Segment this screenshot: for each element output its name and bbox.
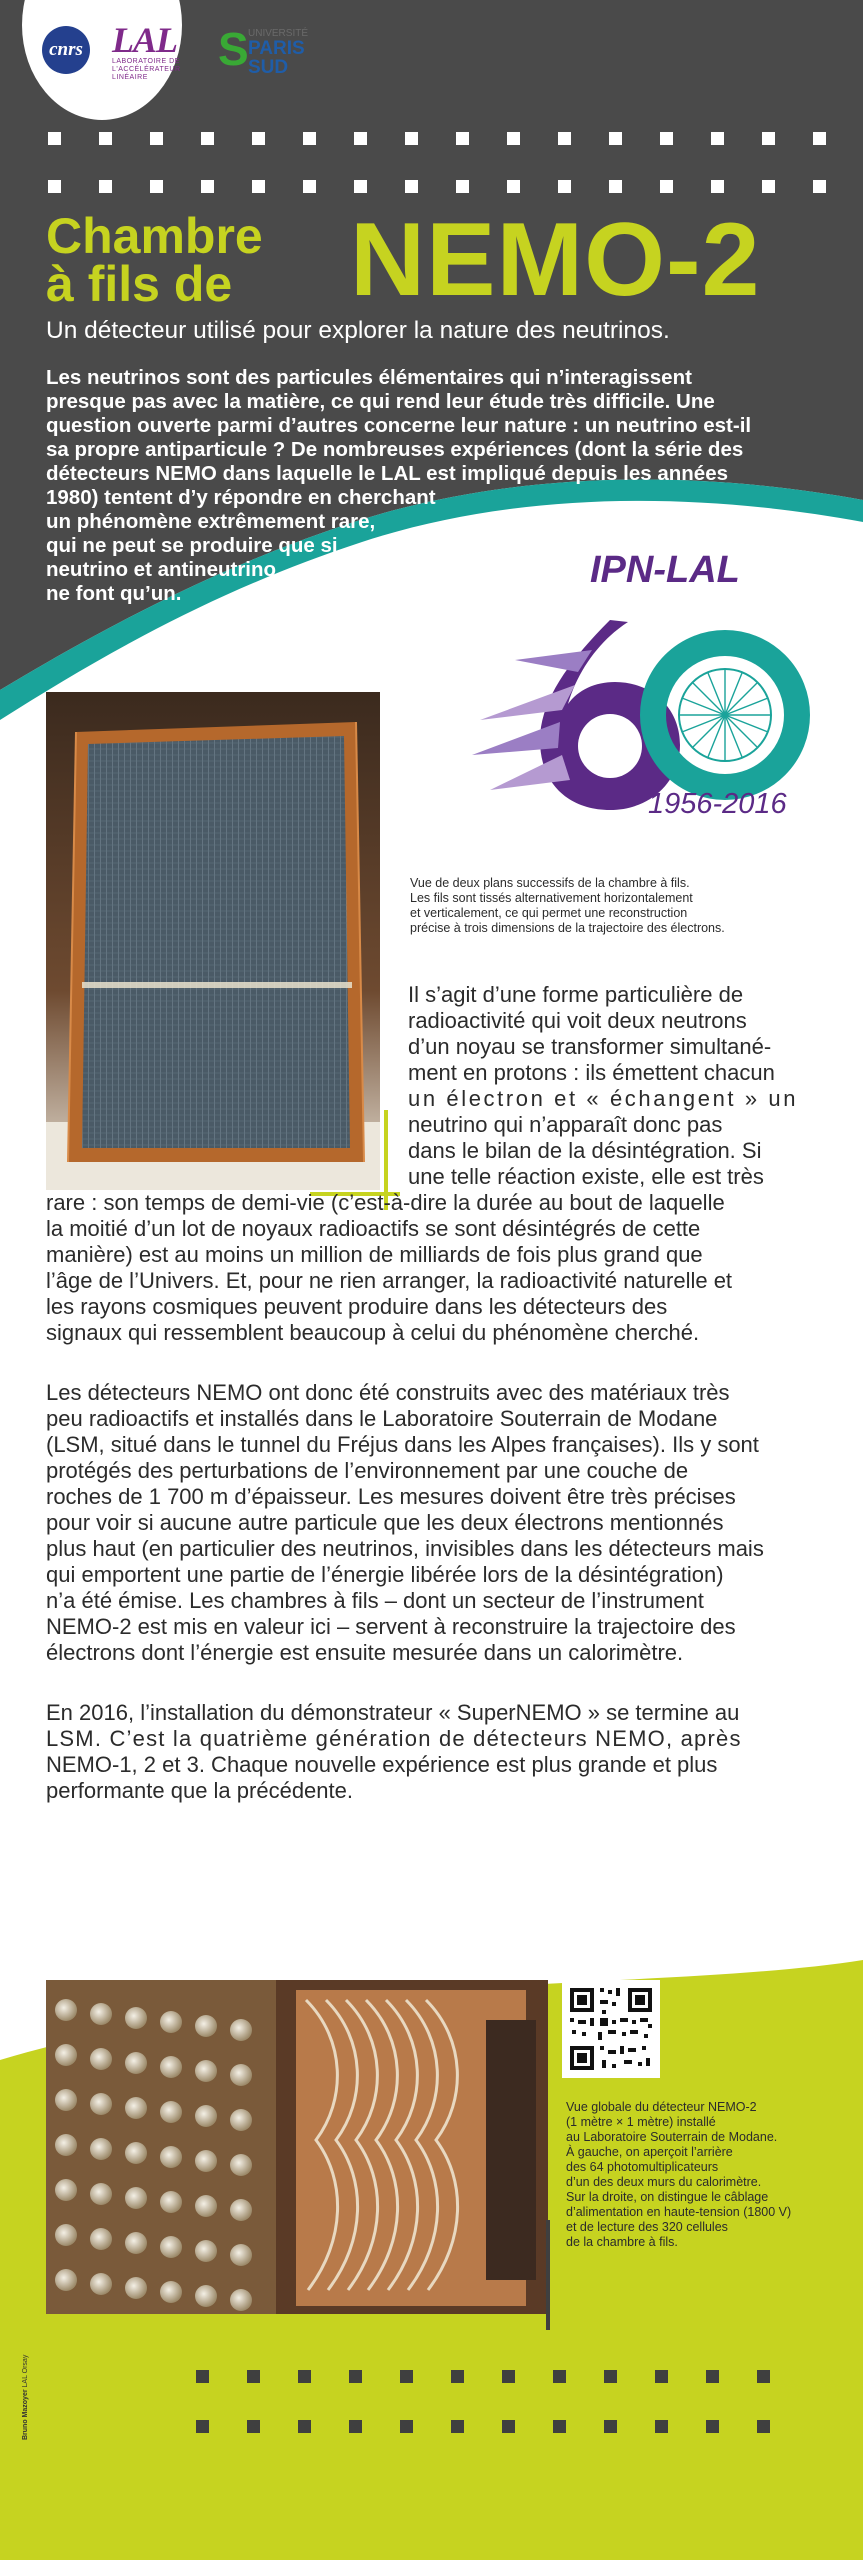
body-line: plus haut (en particulier des neutrinos, invisibles dans les détecteurs mais: [46, 1536, 764, 1561]
credit-org: LAL Orsay: [22, 2354, 29, 2388]
caption-line: (1 mètre × 1 mètre) installé: [566, 2115, 716, 2129]
body-line: protégés des perturbations de l’environnement par une couche de: [46, 1458, 689, 1483]
body-line: un électron et « échangent » un: [408, 1086, 799, 1111]
caption-line: et de lecture des 320 cellules: [566, 2220, 728, 2234]
body-line: (LSM, situé dans le tunnel du Fréjus dans les Alpes françaises). Ils y sont: [46, 1432, 759, 1457]
anniversary-years: 1956-2016: [648, 788, 787, 820]
body-line: En 2016, l’installation du démonstrateur « SuperNEMO » se termine au: [46, 1700, 740, 1725]
body-line: ment en protons : ils émettent chacun: [408, 1060, 775, 1085]
intro-line: 1980) tentent d’y répondre en cherchant: [46, 486, 436, 509]
body-line: Les détecteurs NEMO ont donc été construits avec des matériaux très: [46, 1380, 730, 1405]
cnrs-logo: cnrs: [42, 26, 90, 74]
ups-mid: PARIS: [248, 38, 305, 59]
title-line-2: à fils de: [46, 256, 233, 312]
body-line: dans le bilan de la désintégration. Si: [408, 1138, 762, 1163]
body-line: une telle réaction existe, elle est très: [408, 1164, 764, 1189]
body-line: manière) est au moins un million de milliards de fois plus grand que: [46, 1242, 703, 1267]
intro-line: un phénomène extrêmement rare,: [46, 510, 376, 533]
body-line: LSM. C’est la quatrième génération de détecteurs NEMO, après: [46, 1726, 742, 1751]
photo-caption-top: [410, 876, 830, 936]
body-line: NEMO-2 est mis en valeur ici – servent à reconstruire la trajectoire des: [46, 1614, 736, 1639]
dot-row-top-2: [48, 180, 863, 193]
body-line: électrons dont l’énergie est ensuite mesurée dans un calorimètre.: [46, 1640, 684, 1665]
intro-line: presque pas avec la matière, ce qui rend leur étude très difficile. Une: [46, 390, 715, 413]
body-line: les rayons cosmiques peuvent produire dans les détecteurs des: [46, 1294, 668, 1319]
caption-line: d’un des deux murs du calorimètre.: [566, 2175, 762, 2189]
ipn-lal-60-logo: [460, 510, 840, 840]
qr-code[interactable]: [562, 1980, 660, 2078]
caption-line: Vue de deux plans successifs de la chambre à fils.: [410, 876, 690, 890]
ups-top: UNIVERSITÉ: [248, 28, 309, 39]
photo-caption-bottom: [566, 2100, 846, 2250]
wire-chamber-photo: [46, 692, 380, 1190]
body-line: rare : son temps de demi-vie (c’est-à-dire la durée au bout de laquelle: [46, 1190, 725, 1215]
bottom-photo-accent-horizontal: [470, 2318, 570, 2322]
caption-line: d’alimentation en haute-tension (1800 V): [566, 2205, 792, 2219]
dot-row-bottom-2: [196, 2420, 808, 2433]
intro-line: détecteurs NEMO dans laquelle le LAL est impliqué depuis les années: [46, 462, 729, 485]
intro-line: qui ne peut se produire que si: [46, 534, 338, 557]
ups-wordmark: [248, 28, 308, 77]
universite-paris-sud-logo: [218, 24, 328, 78]
dot-row-top-1: [48, 132, 863, 145]
caption-line: au Laboratoire Souterrain de Modane.: [566, 2130, 778, 2144]
lal-logo: [112, 22, 208, 82]
caption-line: Vue globale du détecteur NEMO-2: [566, 2100, 757, 2114]
caption-line: précise à trois dimensions de la trajectoire des électrons.: [410, 921, 725, 935]
nemo2-overview-photo: [46, 1980, 548, 2314]
caption-line: des 64 photomultiplicateurs: [566, 2160, 719, 2174]
body-line: neutrino qui n’apparaît donc pas: [408, 1112, 723, 1137]
body-line: NEMO-1, 2 et 3. Chaque nouvelle expérience est plus grande et plus: [46, 1752, 718, 1777]
dot-row-bottom-1: [196, 2370, 808, 2383]
body-line: n’a été émise. Les chambres à fils – dont un secteur de l’instrument: [46, 1588, 704, 1613]
intro-line: sa propre antiparticule ? De nombreuses expériences (dont la série des: [46, 438, 744, 461]
caption-line: de la chambre à fils.: [566, 2235, 678, 2249]
caption-line: À gauche, on aperçoit l’arrière: [566, 2145, 733, 2159]
bottom-photo-accent-vertical: [546, 2220, 550, 2330]
page-subtitle: Un détecteur utilisé pour explorer la nature des neutrinos.: [46, 317, 670, 344]
body-line: l’âge de l’Univers. Et, pour ne rien arranger, la radioactivité naturelle et: [46, 1268, 733, 1293]
body-line: la moitié d’un lot de noyaux radioactifs se sont désintégrés de cette: [46, 1216, 701, 1241]
caption-line: Sur la droite, on distingue le câblage: [566, 2190, 769, 2204]
body-line: qui emportent une partie de l’énergie libérée lors de la désintégration): [46, 1562, 724, 1587]
intro-line: ne font qu’un.: [46, 582, 182, 605]
body-line: Il s’agit d’une forme particulière de: [408, 982, 744, 1007]
caption-line: Les fils sont tissés alternativement horizontalement: [410, 891, 693, 905]
body-line: radioactivité qui voit deux neutrons: [408, 1008, 747, 1033]
credit-name: Bruno Mazoyer: [22, 2389, 29, 2440]
body-line: roches de 1 700 m d’épaisseur. Les mesures doivent être très précises: [46, 1484, 736, 1509]
lal-logo-mark: LAL: [112, 20, 177, 60]
caption-line: et verticalement, ce qui permet une reconstruction: [410, 906, 688, 920]
body-line: pour voir si aucune autre particule que les deux électrons mentionnés: [46, 1510, 724, 1535]
ups-s-mark: S: [218, 23, 249, 75]
intro-line: Les neutrinos sont des particules élémentaires qui n’interagissent: [46, 366, 692, 389]
title-small: [46, 208, 366, 312]
page-title: NEMO-2: [350, 202, 761, 318]
body-line: signaux qui ressemblent beaucoup à celui du phénomène cherché.: [46, 1320, 700, 1345]
lal-logo-subtitle: LABORATOIRE DE L'ACCÉLÉRATEUR LINÉAIRE: [112, 58, 181, 81]
title-line-1: Chambre: [46, 208, 263, 264]
intro-line: neutrino et antineutrino: [46, 558, 277, 581]
intro-line: question ouverte parmi d’autres concerne leur nature : un neutrino est-il: [46, 414, 752, 437]
body-line: performante que la précédente.: [46, 1778, 353, 1803]
body-line: peu radioactifs et installés dans le Laboratoire Souterrain de Modane: [46, 1406, 718, 1431]
ups-bottom: SUD: [248, 57, 289, 78]
anniversary-name: IPN-LAL: [590, 549, 740, 591]
body-line: d’un noyau se transformer simultané-: [408, 1034, 772, 1059]
photo-credit: [22, 2355, 29, 2440]
